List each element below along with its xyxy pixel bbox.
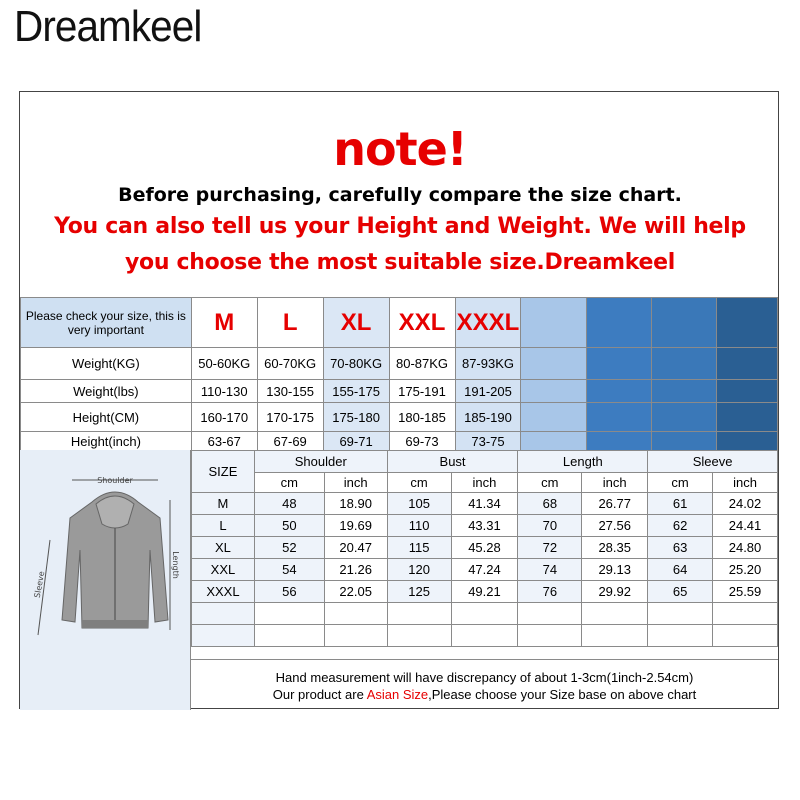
color-swatch (521, 298, 587, 348)
length-label: Length (171, 551, 180, 579)
table-cell: 170-175 (257, 403, 323, 432)
color-swatch (587, 298, 652, 348)
unit-cm: cm (518, 473, 582, 493)
measurement-table (191, 450, 778, 647)
size-header-l: L (257, 298, 323, 348)
brand-logo: Dreamkeel (14, 2, 202, 51)
table-row (21, 380, 778, 403)
color-swatch (652, 298, 717, 348)
table-cell: 69-73 (389, 432, 455, 451)
row-label: Weight(lbs) (21, 380, 192, 403)
table-cell: 52 (254, 537, 324, 559)
table-row (192, 493, 778, 515)
group-header-length: Length (518, 451, 648, 473)
group-header-bust: Bust (387, 451, 518, 473)
table-cell: 120 (387, 559, 451, 581)
table-cell: 191-205 (455, 380, 521, 403)
note-line-1: Before purchasing, carefully compare the size chart. (118, 184, 682, 206)
table-cell: 19.69 (324, 515, 387, 537)
table-cell: 60-70KG (257, 348, 323, 380)
size-header-xl: XL (323, 298, 389, 348)
table-cell: 67-69 (257, 432, 323, 451)
table-cell: 115 (387, 537, 451, 559)
table-cell: 24.41 (713, 515, 778, 537)
shoulder-label: Shoulder (97, 476, 133, 485)
table-cell: 62 (648, 515, 713, 537)
table-cell: 22.05 (324, 581, 387, 603)
table-cell: 63-67 (191, 432, 257, 451)
table-cell: 27.56 (582, 515, 648, 537)
table-cell: 25.20 (713, 559, 778, 581)
row-label: Weight(KG) (21, 348, 192, 380)
table-cell: 54 (254, 559, 324, 581)
size-column-header: SIZE (192, 451, 255, 493)
size-cell: L (192, 515, 255, 537)
table-cell: 48 (254, 493, 324, 515)
table-cell: 110 (387, 515, 451, 537)
table-cell: 87-93KG (455, 348, 521, 380)
table-cell: 41.34 (451, 493, 518, 515)
table-cell: 64 (648, 559, 713, 581)
table-row (21, 348, 778, 380)
table-cell: 20.47 (324, 537, 387, 559)
hoodie-measure-diagram (20, 450, 190, 710)
unit-cm: cm (648, 473, 713, 493)
table-cell: 28.35 (582, 537, 648, 559)
footer-line-1: Hand measurement will have discrepancy of about 1-3cm(1inch-2.54cm) (275, 670, 694, 685)
size-chart-frame (19, 91, 779, 709)
table-row (192, 537, 778, 559)
group-header-sleeve: Sleeve (648, 451, 778, 473)
unit-cm: cm (387, 473, 451, 493)
note-line-2: You can also tell us your Height and Weight. We will help (54, 214, 746, 239)
table-cell: 175-180 (323, 403, 389, 432)
table-cell: 110-130 (191, 380, 257, 403)
size-cell: XXL (192, 559, 255, 581)
unit-inch: inch (324, 473, 387, 493)
note-line-3: you choose the most suitable size.Dreamkeel (124, 250, 676, 275)
table-row (192, 581, 778, 603)
table-cell: 21.26 (324, 559, 387, 581)
table-cell: 50-60KG (191, 348, 257, 380)
table-cell: 26.77 (582, 493, 648, 515)
table-cell: 70 (518, 515, 582, 537)
table-cell: 18.90 (324, 493, 387, 515)
table-cell: 180-185 (389, 403, 455, 432)
row-label: Height(inch) (21, 432, 192, 451)
size-cell: XL (192, 537, 255, 559)
table-cell: 160-170 (191, 403, 257, 432)
table-cell: 25.59 (713, 581, 778, 603)
table-cell: 45.28 (451, 537, 518, 559)
color-swatch (717, 298, 778, 348)
table-cell: 73-75 (455, 432, 521, 451)
table-row (192, 515, 778, 537)
table-cell: 50 (254, 515, 324, 537)
table-cell: 68 (518, 493, 582, 515)
size-table (20, 297, 778, 451)
table-row (192, 559, 778, 581)
table-cell: 74 (518, 559, 582, 581)
table-cell: 130-155 (257, 380, 323, 403)
table-cell: 47.24 (451, 559, 518, 581)
table-cell: 80-87KG (389, 348, 455, 380)
table-cell: 56 (254, 581, 324, 603)
table-cell: 43.31 (451, 515, 518, 537)
hoodie-illustration (20, 450, 191, 710)
table-cell: 105 (387, 493, 451, 515)
table-cell: 76 (518, 581, 582, 603)
footer-line-2-post: ,Please choose your Size base on above chart (428, 687, 697, 702)
table-row (21, 403, 778, 432)
size-table-header-label: Please check your size, this is very important (21, 298, 192, 348)
table-cell: 70-80KG (323, 348, 389, 380)
unit-inch: inch (713, 473, 778, 493)
table-cell: 185-190 (455, 403, 521, 432)
table-cell: 63 (648, 537, 713, 559)
table-cell: 125 (387, 581, 451, 603)
table-cell: 61 (648, 493, 713, 515)
row-label: Height(CM) (21, 403, 192, 432)
unit-inch: inch (451, 473, 518, 493)
hoodie-hood (96, 496, 134, 528)
table-cell: 65 (648, 581, 713, 603)
table-cell: 24.02 (713, 493, 778, 515)
size-header-xxxl: XXXL (455, 298, 521, 348)
sleeve-label: Sleeve (32, 570, 47, 599)
asian-size-highlight: Asian Size (366, 687, 429, 702)
hoodie-hem (82, 620, 148, 628)
table-cell: 24.80 (713, 537, 778, 559)
footer-note (191, 659, 778, 708)
table-cell: 72 (518, 537, 582, 559)
table-cell: 29.13 (582, 559, 648, 581)
note-title: note! (333, 122, 467, 176)
size-cell: M (192, 493, 255, 515)
table-row (21, 432, 778, 451)
size-cell: XXXL (192, 581, 255, 603)
footer-line-2 (191, 687, 778, 702)
group-header-shoulder: Shoulder (254, 451, 387, 473)
size-header-m: M (191, 298, 257, 348)
footer-line-2-pre: Our product are (272, 687, 367, 702)
size-header-xxl: XXL (389, 298, 455, 348)
table-cell: 155-175 (323, 380, 389, 403)
unit-cm: cm (254, 473, 324, 493)
table-cell: 49.21 (451, 581, 518, 603)
unit-inch: inch (582, 473, 648, 493)
table-cell: 175-191 (389, 380, 455, 403)
table-cell: 69-71 (323, 432, 389, 451)
table-cell: 29.92 (582, 581, 648, 603)
